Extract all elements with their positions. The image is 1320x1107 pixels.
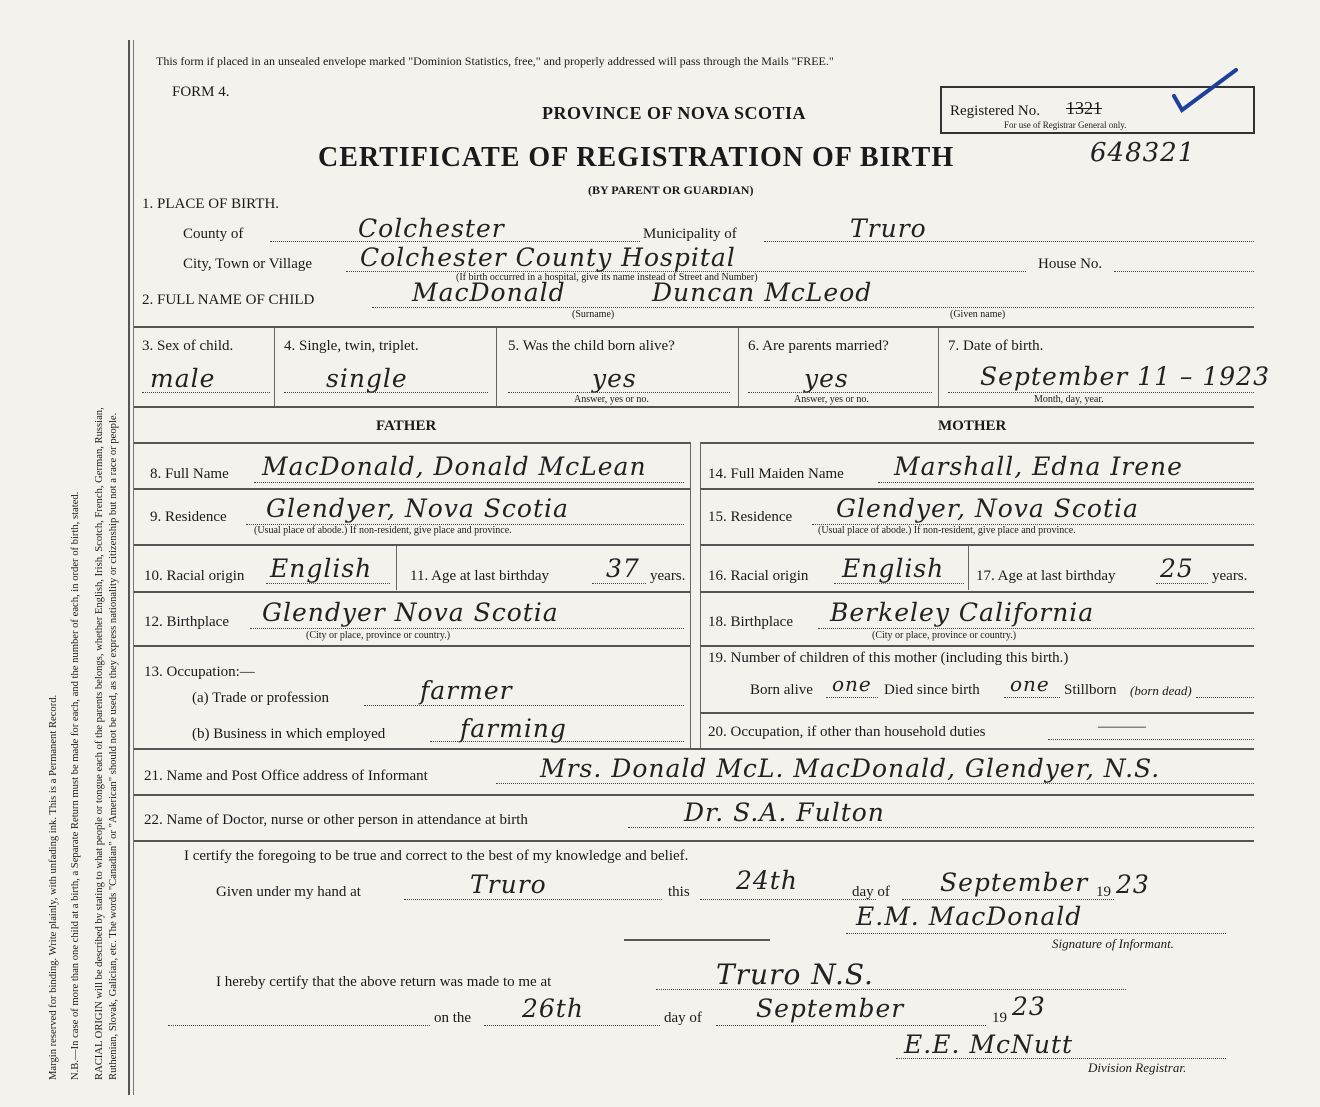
city-value: Colchester County Hospital	[360, 243, 736, 272]
registrar-month-value: September	[756, 994, 905, 1023]
rule-informant	[134, 748, 1254, 750]
father-birthplace-label: 12. Birthplace	[144, 614, 229, 630]
registered-number: 648321	[1090, 138, 1196, 168]
informant-label: 21. Name and Post Office address of Informant	[144, 768, 428, 784]
parents-married-note: Answer, yes or no.	[794, 394, 869, 405]
certify-statement: I certify the foregoing to be true and correct to the best of my knowledge and belief.	[184, 848, 689, 864]
margin-note-multiple-births: N.B.—In case of more than one child at a birth, a Separate Return must be made for each, and the number of each, in order of birth, stated.	[70, 491, 81, 1080]
registered-note: For use of Registrar General only.	[1004, 120, 1127, 130]
father-trade-label: (a) Trade or profession	[192, 690, 330, 706]
margin-note-racial-origin-cont: Ruthenian, Slovak, Galician, etc. The words "Canadian" or "American" should not be used, as they express nationality or citizenship but not a race or people.	[108, 412, 119, 1080]
certify-year-prefix: 19	[1096, 884, 1111, 900]
father-business-value: farming	[460, 714, 567, 743]
plurality-label: 4. Single, twin, triplet.	[284, 338, 419, 354]
this-label: this	[668, 884, 690, 900]
dob-value: September 11 – 1923	[980, 362, 1270, 391]
born-alive-count-value: one	[832, 672, 872, 696]
father-trade-value: farmer	[420, 676, 513, 705]
certify-year-value: 23	[1116, 870, 1150, 899]
informant-signature: E.M. MacDonald	[856, 902, 1083, 931]
father-occupation-label: 13. Occupation:—	[144, 664, 255, 680]
registrar-day-of-label: day of	[664, 1010, 702, 1026]
father-business-label: (b) Business in which employed	[192, 726, 386, 742]
given-under-label: Given under my hand at	[216, 884, 361, 900]
sex-label: 3. Sex of child.	[142, 338, 234, 354]
child-surname: MacDonald	[412, 278, 566, 307]
mother-children-label: 19. Number of children of this mother (including this birth.)	[708, 650, 1069, 666]
father-heading: FATHER	[376, 418, 437, 434]
mother-race-label: 16. Racial origin	[708, 568, 809, 584]
margin-rule-inner	[133, 40, 134, 1095]
mother-age-value: 25	[1160, 554, 1194, 583]
died-since-birth-value: one	[1010, 672, 1050, 696]
mother-name-label: 14. Full Maiden Name	[708, 466, 844, 482]
stillborn-note: (born dead)	[1130, 683, 1192, 698]
born-alive-count-label: Born alive	[750, 682, 813, 698]
sex-value: male	[150, 364, 216, 393]
registered-label: Registered No.	[950, 103, 1040, 119]
registered-old-number: 1321	[1066, 98, 1102, 118]
city-label: City, Town or Village	[183, 256, 313, 272]
born-alive-note: Answer, yes or no.	[574, 394, 649, 405]
mother-occupation-value: ———	[1098, 718, 1146, 735]
rule-top-details	[134, 326, 1254, 328]
registrar-signature-label: Division Registrar.	[1088, 1060, 1187, 1075]
parents-married-label: 6. Are parents married?	[748, 338, 889, 354]
certify-day-of-label: day of	[852, 884, 890, 900]
county-label: County of	[183, 226, 244, 242]
dob-note: Month, day, year.	[1034, 394, 1104, 405]
child-given-name: Duncan McLeod	[652, 278, 873, 307]
informant-value: Mrs. Donald McL. MacDonald, Glendyer, N.S.	[540, 754, 1161, 783]
mother-name-value: Marshall, Edna Irene	[894, 452, 1183, 481]
given-place-value: Truro	[470, 870, 547, 899]
certify-day-value: 24th	[736, 866, 798, 895]
house-label: House No.	[1038, 256, 1103, 272]
checkmark-icon	[1170, 66, 1242, 116]
parents-married-value: yes	[804, 364, 849, 393]
father-years-label: years.	[650, 568, 686, 584]
doctor-label: 22. Name of Doctor, nurse or other person in attendance at birth	[144, 812, 528, 828]
margin-rule	[128, 40, 130, 1095]
father-race-value: English	[270, 554, 373, 583]
mother-years-label: years.	[1212, 568, 1248, 584]
mother-residence-value: Glendyer, Nova Scotia	[836, 494, 1139, 523]
place-heading: 1. PLACE OF BIRTH.	[142, 196, 280, 212]
doctor-value: Dr. S.A. Fulton	[684, 798, 885, 827]
mother-birthplace-note: (City or place, province or country.)	[872, 630, 1017, 641]
registrar-place-value: Truro N.S.	[716, 958, 874, 991]
margin-note-racial-origin: RACIAL ORIGIN will be described by stating to what people or tongue each of the parents belongs, whether English, Irish, Scotch, French, German, Russian,	[94, 407, 105, 1080]
municipality-value: Truro	[850, 214, 927, 243]
registrar-year-prefix: 19	[992, 1010, 1007, 1026]
mother-race-value: English	[842, 554, 945, 583]
father-name-value: MacDonald, Donald McLean	[262, 452, 647, 481]
rule-parents	[134, 406, 1254, 408]
mother-residence-note: (Usual place of abode.) If non-resident, give place and province.	[818, 525, 1076, 536]
informant-signature-label: Signature of Informant.	[1052, 936, 1174, 951]
province-heading: PROVINCE OF NOVA SCOTIA	[542, 103, 807, 123]
father-birthplace-value: Glendyer Nova Scotia	[262, 598, 559, 627]
father-residence-value: Glendyer, Nova Scotia	[266, 494, 569, 523]
city-note: (If birth occurred in a hospital, give its name instead of Street and Number)	[456, 272, 758, 283]
father-age-label: 11. Age at last birthday	[410, 568, 549, 584]
born-alive-value: yes	[592, 364, 637, 393]
mother-birthplace-label: 18. Birthplace	[708, 614, 793, 630]
certify-month-value: September	[940, 868, 1089, 897]
father-name-label: 8. Full Name	[150, 466, 229, 482]
mother-occupation-label: 20. Occupation, if other than household duties	[708, 724, 986, 740]
father-residence-note: (Usual place of abode.) If non-resident, give place and province.	[254, 525, 512, 536]
registrar-statement: I hereby certify that the above return was made to me at	[216, 974, 552, 990]
dob-label: 7. Date of birth.	[948, 338, 1044, 354]
margin-note-binding: Margin reserved for binding. Write plainly, with unfading ink. This is a Permanent Record.	[48, 694, 59, 1080]
certificate-title: CERTIFICATE OF REGISTRATION OF BIRTH	[318, 142, 955, 173]
on-the-label: on the	[434, 1010, 472, 1026]
child-name-label: 2. FULL NAME OF CHILD	[142, 292, 315, 308]
certificate-subtitle: (BY PARENT OR GUARDIAN)	[588, 183, 754, 197]
mail-notice: This form if placed in an unsealed envelope marked "Dominion Statistics, free," and properly addressed will pass through the Mails "FREE."	[156, 54, 834, 68]
died-since-birth-label: Died since birth	[884, 682, 980, 698]
born-alive-label: 5. Was the child born alive?	[508, 338, 675, 354]
stillborn-label: Stillborn	[1064, 682, 1117, 698]
plurality-value: single	[326, 364, 408, 393]
given-note: (Given name)	[950, 309, 1006, 320]
registrar-signature: E.E. McNutt	[904, 1030, 1074, 1059]
municipality-label: Municipality of	[643, 226, 737, 242]
father-birthplace-note: (City or place, province or country.)	[306, 630, 451, 641]
mother-heading: MOTHER	[938, 418, 1007, 434]
mother-birthplace-value: Berkeley California	[830, 598, 1095, 627]
father-age-value: 37	[606, 554, 640, 583]
surname-note: (Surname)	[572, 309, 615, 320]
county-value: Colchester	[358, 214, 505, 243]
mother-residence-label: 15. Residence	[708, 509, 793, 525]
father-race-label: 10. Racial origin	[144, 568, 245, 584]
mother-age-label: 17. Age at last birthday	[976, 568, 1116, 584]
registrar-year-value: 23	[1012, 992, 1046, 1021]
father-residence-label: 9. Residence	[150, 509, 227, 525]
registrar-day-value: 26th	[522, 994, 584, 1023]
form-number: FORM 4.	[172, 84, 230, 100]
